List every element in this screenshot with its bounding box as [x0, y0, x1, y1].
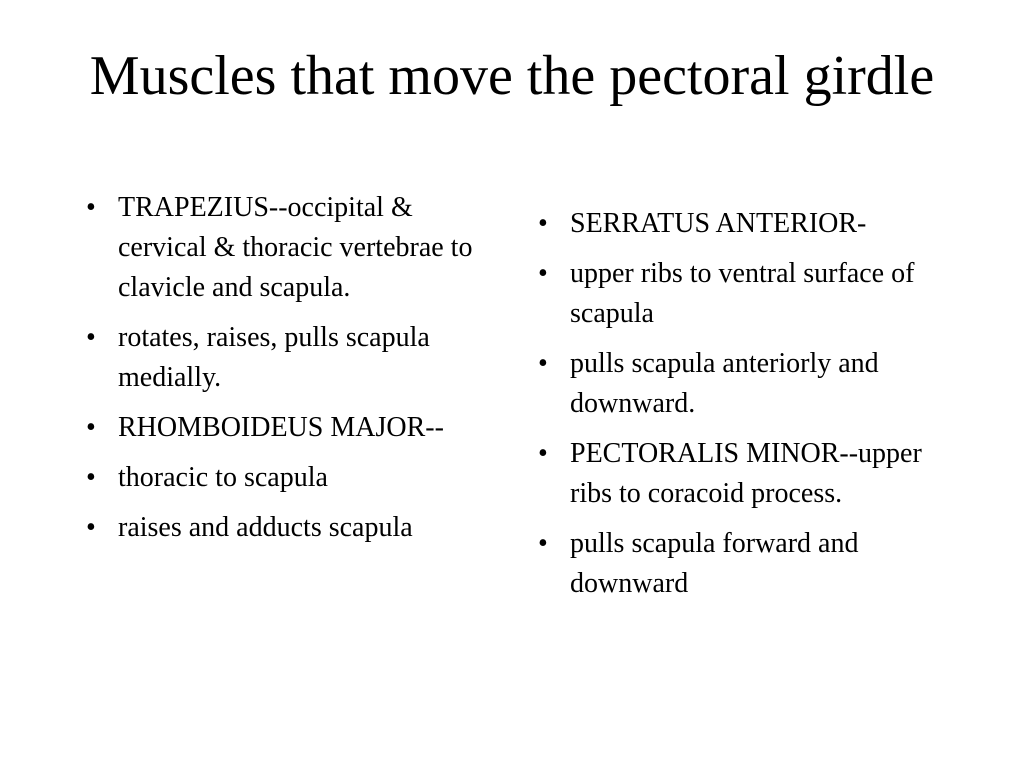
bullet-icon: •: [86, 412, 96, 443]
bullet-icon: •: [538, 208, 548, 239]
bullet-icon: •: [538, 438, 548, 469]
list-item-text: pulls scapula forward and downward: [570, 528, 859, 599]
list-item-text: thoracic to scapula: [118, 462, 328, 493]
bullet-icon: •: [86, 512, 96, 543]
bullet-icon: •: [86, 192, 96, 223]
list-item: [532, 204, 942, 244]
list-item: [532, 344, 942, 424]
list-item-text: TRAPEZIUS--occipital & cervical & thoracic vertebrae to clavicle and scapula.: [118, 192, 473, 303]
slide-title: Muscles that move the pectoral girdle: [89, 45, 935, 107]
list-item: [532, 524, 942, 604]
list-item: [532, 254, 942, 334]
bullet-icon: •: [86, 462, 96, 493]
bullet-icon: •: [538, 528, 548, 559]
list-item: [80, 508, 490, 548]
list-item: [80, 408, 490, 448]
list-item-text: upper ribs to ventral surface of scapula: [570, 258, 915, 329]
bullet-icon: •: [538, 258, 548, 289]
left-bullet-list: [80, 188, 490, 558]
list-item-text: pulls scapula anteriorly and downward.: [570, 348, 879, 419]
list-item: [532, 434, 942, 514]
list-item-text: rotates, raises, pulls scapula medially.: [118, 322, 430, 393]
list-item: [80, 188, 490, 308]
list-item: [80, 318, 490, 398]
list-item-text: SERRATUS ANTERIOR-: [570, 208, 867, 239]
list-item-text: raises and adducts scapula: [118, 512, 413, 543]
bullet-icon: •: [86, 322, 96, 353]
bullet-icon: •: [538, 348, 548, 379]
list-item-text: RHOMBOIDEUS MAJOR--: [118, 412, 444, 443]
list-item-text: PECTORALIS MINOR--upper ribs to coracoid process.: [570, 438, 922, 509]
right-bullet-list: [532, 204, 942, 614]
list-item: [80, 458, 490, 498]
